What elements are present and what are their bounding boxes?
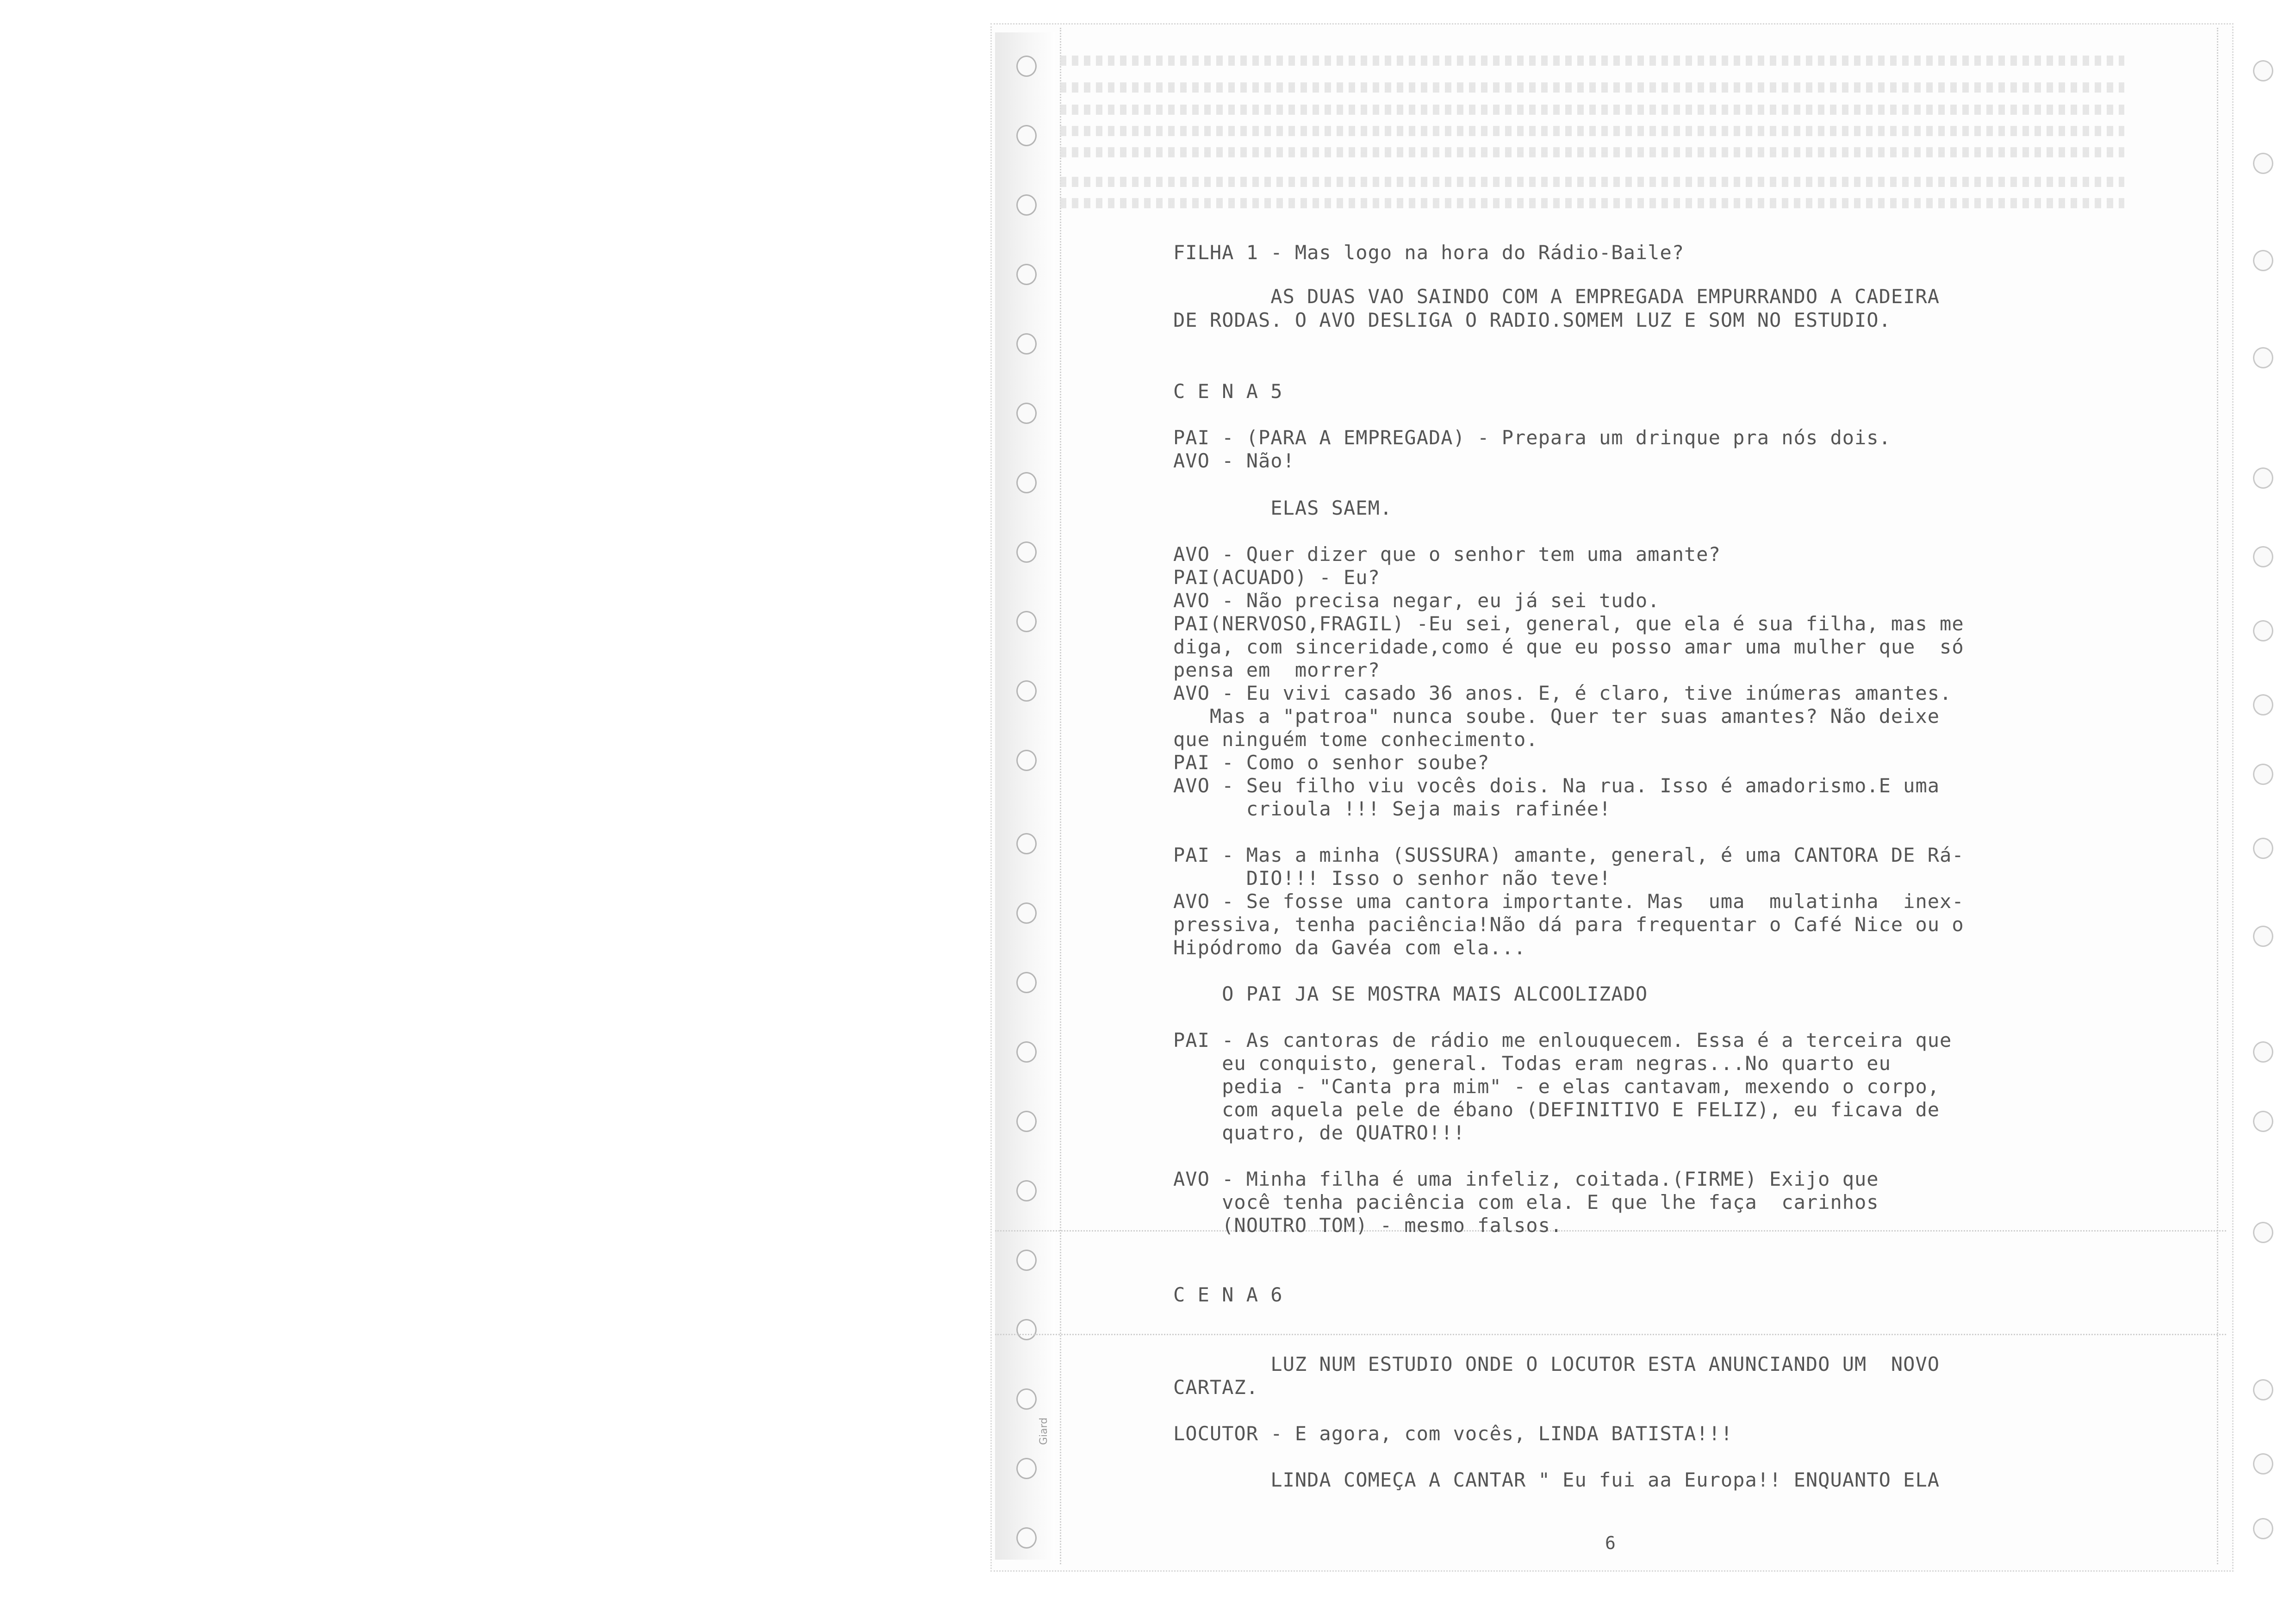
sprocket-hole: [1016, 680, 1037, 702]
sprocket-hole: [2253, 60, 2273, 81]
dialogue-line: AVO - Eu vivi casado 36 anos. E, é claro, tive inúmeras amantes.: [1173, 682, 1952, 704]
bleed-through-text: [1060, 82, 2124, 93]
dialogue-line: quatro, de QUATRO!!!: [1173, 1121, 1465, 1144]
sprocket-hole: [1016, 902, 1037, 924]
dialogue-line: Mas a "patroa" nunca soube. Quer ter suas amantes? Não deixe: [1173, 705, 1940, 728]
bleed-through-text: [1060, 126, 2124, 136]
bleed-through-text: [1060, 177, 2124, 187]
sprocket-hole: [1016, 1250, 1037, 1271]
scene-heading: C E N A 5: [1173, 380, 1283, 403]
sprocket-hole: [1016, 1319, 1037, 1340]
sprocket-hole: [2253, 1041, 2273, 1063]
dialogue-line: que ninguém tome conhecimento.: [1173, 728, 1538, 751]
stage-direction-line: LINDA COMEÇA A CANTAR " Eu fui aa Europa!! ENQUANTO ELA: [1173, 1468, 1940, 1491]
sprocket-hole: [1016, 125, 1037, 146]
page-number: 6: [1605, 1533, 1616, 1553]
dialogue-line: diga, com sinceridade,como é que eu posso amar uma mulher que só: [1173, 635, 1964, 658]
dialogue-line: crioula !!! Seja mais rafinée!: [1173, 797, 1612, 820]
dialogue-line: Hipódromo da Gavéa com ela...: [1173, 936, 1526, 959]
dialogue-line: DIO!!! Isso o senhor não teve!: [1173, 867, 1612, 890]
sprocket-hole: [1016, 1458, 1037, 1479]
sprocket-hole: [2253, 467, 2273, 489]
dialogue-line: AVO - Minha filha é uma infeliz, coitada.(FIRME) Exijo que: [1173, 1168, 1879, 1190]
stage-direction-line: LUZ NUM ESTUDIO ONDE O LOCUTOR ESTA ANUNCIANDO UM NOVO: [1173, 1353, 1940, 1375]
sprocket-hole: [1016, 1111, 1037, 1132]
sprocket-hole: [1016, 264, 1037, 285]
sprocket-hole: [1016, 611, 1037, 632]
dialogue-line: AVO - Não!: [1173, 449, 1295, 472]
bleed-through-text: [1060, 105, 2124, 115]
printer-logo: Giard: [1038, 1417, 1050, 1445]
bleed-through-text: [1060, 56, 2124, 66]
sprocket-hole: [2253, 347, 2273, 368]
sprocket-hole: [1016, 833, 1037, 854]
stage-direction-line: O PAI JA SE MOSTRA MAIS ALCOOLIZADO: [1173, 983, 1648, 1005]
sprocket-hole: [2253, 926, 2273, 947]
sprocket-hole: [1016, 1388, 1037, 1410]
dialogue-line: PAI(ACUADO) - Eu?: [1173, 566, 1380, 589]
dialogue-line: PAI - Como o senhor soube?: [1173, 751, 1490, 774]
dialogue-line: PAI(NERVOSO,FRAGIL) -Eu sei, general, que ela é sua filha, mas me: [1173, 612, 1964, 635]
sprocket-hole: [2253, 838, 2273, 859]
sprocket-hole: [2253, 546, 2273, 567]
sprocket-hole: [2253, 250, 2273, 271]
sprocket-hole: [1016, 333, 1037, 355]
dialogue-line: PAI - Mas a minha (SUSSURA) amante, general, é uma CANTORA DE Rá-: [1173, 844, 1964, 866]
dialogue-line: AVO - Não precisa negar, eu já sei tudo.: [1173, 589, 1660, 612]
scene-heading: C E N A 6: [1173, 1283, 1283, 1306]
sprocket-hole: [1016, 972, 1037, 993]
sprocket-hole: [2253, 153, 2273, 174]
dialogue-line: pressiva, tenha paciência!Não dá para frequentar o Café Nice ou o: [1173, 913, 1964, 936]
dialogue-line: FILHA 1 - Mas logo na hora do Rádio-Baile?: [1173, 241, 1685, 264]
dialogue-line: eu conquisto, general. Todas eram negras...No quarto eu: [1173, 1052, 1891, 1075]
bleed-through-text: [1060, 147, 2124, 157]
sprocket-hole: [1016, 194, 1037, 216]
dialogue-line: com aquela pele de ébano (DEFINITIVO E FELIZ), eu ficava de: [1173, 1098, 1940, 1121]
sprocket-hole: [1016, 750, 1037, 771]
sprocket-hole: [1016, 1041, 1037, 1063]
sprocket-hole: [2253, 764, 2273, 785]
page-fold-line: [995, 1334, 2226, 1335]
sprocket-hole: [2253, 1222, 2273, 1243]
dialogue-line: pedia - "Canta pra mim" - e elas cantavam, mexendo o corpo,: [1173, 1075, 1940, 1098]
dialogue-line: você tenha paciência com ela. E que lhe faça carinhos: [1173, 1191, 1879, 1213]
sprocket-hole: [2253, 620, 2273, 641]
sprocket-hole: [2253, 1518, 2273, 1539]
dialogue-line: AVO - Seu filho viu vocês dois. Na rua. Isso é amadorismo.E uma: [1173, 774, 1940, 797]
sprocket-hole: [2253, 1379, 2273, 1400]
dialogue-line: AVO - Quer dizer que o senhor tem uma amante?: [1173, 543, 1721, 566]
sprocket-hole: [1016, 472, 1037, 493]
dialogue-line: AVO - Se fosse uma cantora importante. Mas uma mulatinha inex-: [1173, 890, 1964, 913]
dialogue-line: PAI - As cantoras de rádio me enlouquecem. Essa é a terceira que: [1173, 1029, 1952, 1052]
dialogue-line: LOCUTOR - E agora, com vocês, LINDA BATISTA!!!: [1173, 1422, 1733, 1445]
bleed-through-text: [1060, 198, 2124, 208]
stage-direction-line: CARTAZ.: [1173, 1376, 1259, 1399]
stage-direction-line: AS DUAS VAO SAINDO COM A EMPREGADA EMPURRANDO A CADEIRA: [1173, 285, 1940, 308]
sprocket-hole: [1016, 1527, 1037, 1549]
sprocket-hole: [1016, 56, 1037, 77]
stage-direction-line: ELAS SAEM.: [1173, 497, 1393, 519]
sprocket-hole: [2253, 1453, 2273, 1475]
sprocket-hole: [2253, 1111, 2273, 1132]
sprocket-hole: [1016, 403, 1037, 424]
dialogue-line: (NOUTRO TOM) - mesmo falsos.: [1173, 1214, 1563, 1237]
sprocket-hole: [1016, 541, 1037, 563]
stage-direction-line: DE RODAS. O AVO DESLIGA O RADIO.SOMEM LUZ E SOM NO ESTUDIO.: [1173, 309, 1891, 331]
sprocket-hole: [2253, 694, 2273, 716]
dialogue-line: PAI - (PARA A EMPREGADA) - Prepara um drinque pra nós dois.: [1173, 426, 1891, 449]
dialogue-line: pensa em morrer?: [1173, 659, 1380, 681]
sprocket-hole: [1016, 1180, 1037, 1201]
